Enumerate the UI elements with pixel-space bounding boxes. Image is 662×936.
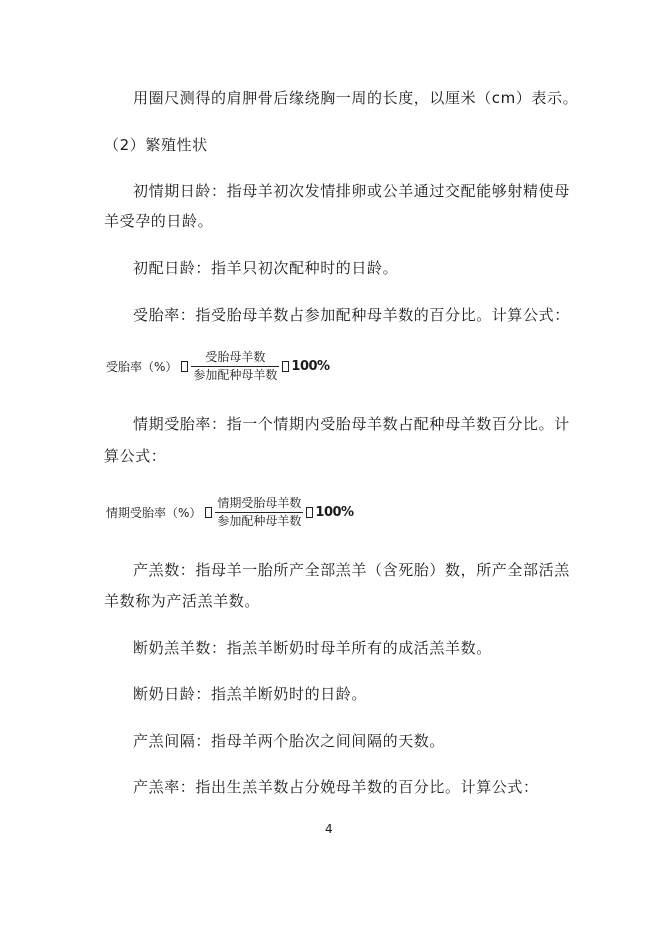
paragraph-litter-size: 产羔数：指母羊一胎所产全部羔羊（含死胎）数，所产全部活羔 <box>133 561 570 579</box>
paragraph-lambing-interval: 产羔间隔：指母羊两个胎次之间间隔的天数。 <box>133 732 446 750</box>
paragraph-estrus-conception-rate-cont: 算公式： <box>104 447 167 465</box>
paragraph-chest-girth: 用圈尺测得的肩胛骨后缘绕胸一周的长度，以厘米（cm）表示。 <box>133 89 579 107</box>
paragraph-weaned-lambs: 断奶羔羊数：指羔羊断奶时母羊所有的成活羔羊数。 <box>133 639 492 657</box>
paragraph-first-mating-age: 初配日龄：指羊只初次配种时的日龄。 <box>133 259 399 277</box>
fraction <box>215 496 303 529</box>
times-glyph <box>306 507 313 518</box>
formula-multiplier: 100% <box>315 505 354 520</box>
paragraph-puberty-age: 初情期日龄：指母羊初次发情排卵或公羊通过交配能够射精使母 <box>133 182 570 200</box>
fraction-denominator: 参加配种母羊数 <box>193 368 278 382</box>
paragraph-weaning-age: 断奶日龄：指羔羊断奶时的日龄。 <box>133 685 368 703</box>
formula-conception-rate <box>106 350 330 383</box>
equals-glyph <box>205 507 212 518</box>
section-heading-reproduction: （2）繁殖性状 <box>104 136 208 154</box>
formula-lhs: 受胎率（%） <box>106 360 178 374</box>
formula-multiplier: 100% <box>291 359 330 374</box>
paragraph-puberty-age-cont: 羊受孕的日龄。 <box>104 212 214 230</box>
fraction-numerator: 受胎母羊数 <box>205 350 266 364</box>
paragraph-lambing-rate: 产羔率：指出生羔羊数占分娩母羊数的百分比。计算公式： <box>133 778 539 796</box>
formula-estrus-conception-rate <box>106 496 354 529</box>
fraction <box>191 350 279 383</box>
fraction-denominator: 参加配种母羊数 <box>217 514 302 528</box>
fraction-numerator: 情期受胎母羊数 <box>217 496 302 510</box>
paragraph-estrus-conception-rate: 情期受胎率：指一个情期内受胎母羊数占配种母羊数百分比。计 <box>133 415 570 433</box>
page-number: 4 <box>325 822 333 836</box>
times-glyph <box>282 361 289 372</box>
paragraph-conception-rate: 受胎率：指受胎母羊数占参加配种母羊数的百分比。计算公式： <box>133 306 570 324</box>
equals-glyph <box>181 361 188 372</box>
paragraph-litter-size-cont: 羊数称为产活羔羊数。 <box>104 592 261 610</box>
formula-lhs: 情期受胎率（%） <box>106 506 202 520</box>
